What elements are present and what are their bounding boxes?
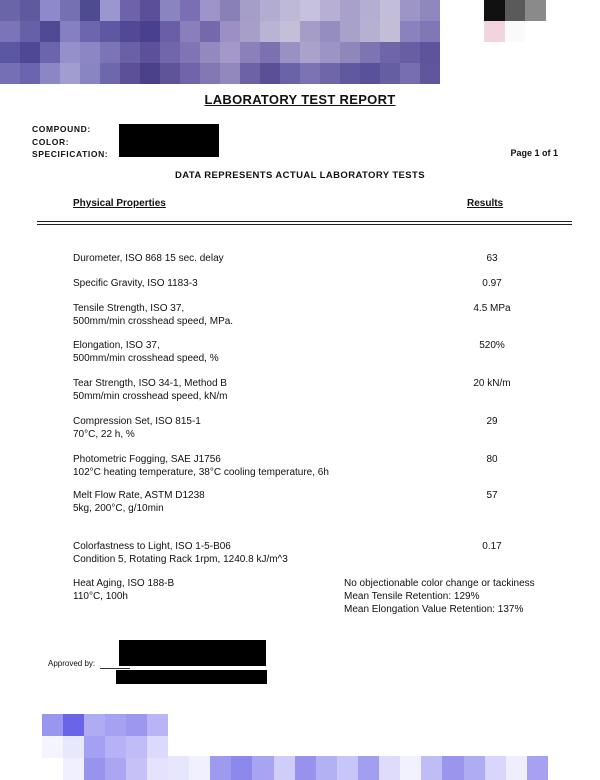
mosaic-tile: [120, 0, 140, 21]
mosaic-tile: [320, 42, 340, 63]
pixelated-footer-image-bottom: [168, 756, 548, 780]
mosaic-tile: [320, 0, 340, 21]
redaction-block-signature: [119, 640, 266, 666]
mosaic-tile: [60, 21, 80, 42]
mosaic-tile: [464, 756, 485, 780]
mosaic-tile: [300, 42, 320, 63]
mosaic-tile: [300, 0, 320, 21]
mosaic-tile: [40, 63, 60, 84]
mosaic-tile: [105, 714, 126, 736]
mosaic-tile: [231, 756, 252, 780]
mosaic-tile: [505, 0, 526, 21]
mosaic-tile: [485, 756, 506, 780]
mosaic-tile: [105, 758, 126, 780]
mosaic-tile: [80, 21, 100, 42]
result-line: Mean Elongation Value Retention: 137%: [344, 604, 524, 615]
mosaic-tile: [280, 42, 300, 63]
mosaic-tile: [400, 0, 420, 21]
result-specific-gravity: 0.97: [482, 278, 502, 289]
mosaic-tile: [140, 21, 160, 42]
mosaic-tile: [84, 736, 105, 758]
mosaic-tile: [240, 42, 260, 63]
property-name: Melt Flow Rate, ASTM D1238: [73, 490, 205, 501]
mosaic-tile: [252, 756, 273, 780]
property-condition: 500mm/min crosshead speed, MPa.: [73, 316, 234, 327]
mosaic-tile: [340, 42, 360, 63]
mosaic-tile: [20, 21, 40, 42]
property-condition: 5kg, 200°C, g/10min: [73, 503, 164, 514]
mosaic-tile: [120, 21, 140, 42]
column-header-properties: Physical Properties: [73, 198, 166, 209]
mosaic-tile: [320, 21, 340, 42]
mosaic-tile: [180, 0, 200, 21]
mosaic-tile: [63, 714, 84, 736]
result-heat-aging: [344, 577, 584, 616]
mosaic-tile: [340, 0, 360, 21]
mosaic-tile: [20, 42, 40, 63]
mosaic-tile: [147, 758, 168, 780]
pixelated-footer-image-left: [42, 714, 168, 780]
property-row-specific-gravity: [73, 277, 373, 290]
mosaic-tile: [400, 63, 420, 84]
mosaic-tile: [295, 756, 316, 780]
mosaic-tile: [316, 756, 337, 780]
mosaic-tile: [100, 42, 120, 63]
mosaic-tile: [337, 756, 358, 780]
mosaic-tile: [380, 42, 400, 63]
mosaic-tile: [60, 0, 80, 21]
mosaic-tile: [180, 63, 200, 84]
result-line: No objectionable color change or tackiness: [344, 578, 535, 589]
mosaic-tile: [525, 21, 546, 42]
result-tensile-strength: 4.5 MPa: [473, 303, 511, 314]
mosaic-tile: [120, 63, 140, 84]
mosaic-tile: [126, 758, 147, 780]
mosaic-tile: [140, 63, 160, 84]
mosaic-tile: [140, 42, 160, 63]
mosaic-tile: [484, 21, 505, 42]
mosaic-tile: [100, 0, 120, 21]
property-row-melt-flow-rate: [73, 489, 373, 515]
mosaic-tile: [147, 714, 168, 736]
mosaic-tile: [380, 21, 400, 42]
mosaic-tile: [40, 0, 60, 21]
mosaic-tile: [40, 21, 60, 42]
mosaic-tile: [0, 21, 20, 42]
mosaic-tile: [420, 63, 440, 84]
mosaic-tile: [300, 21, 320, 42]
property-row-elongation: [73, 339, 373, 365]
mosaic-tile: [60, 42, 80, 63]
mosaic-tile: [160, 21, 180, 42]
property-name: Heat Aging, ISO 188-B: [73, 578, 175, 589]
mosaic-tile: [274, 756, 295, 780]
mosaic-tile: [280, 63, 300, 84]
property-condition: 500mm/min crosshead speed, %: [73, 353, 219, 364]
mosaic-tile: [160, 0, 180, 21]
mosaic-tile: [505, 21, 526, 42]
mosaic-tile: [525, 0, 546, 21]
mosaic-tile: [442, 756, 463, 780]
mosaic-tile: [360, 21, 380, 42]
result-photometric-fogging: 80: [486, 454, 498, 465]
mosaic-tile: [420, 21, 440, 42]
compound-label: COMPOUND:: [32, 124, 91, 134]
mosaic-tile: [360, 0, 380, 21]
mosaic-tile: [240, 63, 260, 84]
property-condition: 70°C, 22 h, %: [73, 429, 135, 440]
mosaic-tile: [260, 42, 280, 63]
mosaic-tile: [260, 0, 280, 21]
mosaic-tile: [379, 756, 400, 780]
result-elongation: 520%: [479, 340, 505, 351]
result-compression-set: 29: [486, 416, 498, 427]
mosaic-tile: [260, 63, 280, 84]
mosaic-tile: [280, 0, 300, 21]
mosaic-tile: [80, 42, 100, 63]
mosaic-tile: [60, 63, 80, 84]
property-name: Durometer, ISO 868 15 sec. delay: [73, 253, 224, 264]
property-name: Compression Set, ISO 815-1: [73, 416, 201, 427]
mosaic-tile: [210, 756, 231, 780]
mosaic-tile: [63, 758, 84, 780]
signature-line: [100, 668, 130, 669]
property-condition: 50mm/min crosshead speed, kN/m: [73, 391, 228, 402]
mosaic-tile: [126, 736, 147, 758]
mosaic-tile: [42, 736, 63, 758]
redaction-block-name: [116, 670, 267, 684]
column-header-results: Results: [467, 198, 504, 209]
property-name: Tear Strength, ISO 34-1, Method B: [73, 378, 227, 389]
mosaic-tile: [84, 758, 105, 780]
mosaic-tile: [420, 42, 440, 63]
mosaic-tile: [80, 63, 100, 84]
mosaic-tile: [360, 42, 380, 63]
mosaic-tile: [42, 714, 63, 736]
redaction-block-header: [119, 124, 219, 157]
property-name: Elongation, ISO 37,: [73, 340, 160, 351]
mosaic-tile: [140, 0, 160, 21]
page-number: Page 1 of 1: [510, 148, 558, 158]
result-line: Mean Tensile Retention: 129%: [344, 591, 480, 602]
mosaic-tile: [340, 21, 360, 42]
mosaic-tile: [300, 63, 320, 84]
mosaic-tile: [189, 756, 210, 780]
mosaic-tile: [200, 0, 220, 21]
mosaic-tile: [0, 0, 20, 21]
property-row-heat-aging: [73, 577, 373, 603]
mosaic-tile: [360, 63, 380, 84]
mosaic-tile: [63, 736, 84, 758]
property-row-tear-strength: [73, 377, 373, 403]
mosaic-tile: [80, 0, 100, 21]
mosaic-tile: [105, 736, 126, 758]
mosaic-tile: [400, 42, 420, 63]
mosaic-tile: [84, 714, 105, 736]
mosaic-tile: [126, 714, 147, 736]
mosaic-tile: [280, 21, 300, 42]
mosaic-tile: [380, 0, 400, 21]
mosaic-tile: [400, 21, 420, 42]
mosaic-tile: [100, 21, 120, 42]
divider-bottom: [37, 224, 572, 225]
mosaic-tile: [400, 756, 421, 780]
property-condition: 102°C heating temperature, 38°C cooling temperature, 6h: [73, 467, 329, 478]
result-melt-flow-rate: 57: [486, 490, 498, 501]
property-row-compression-set: [73, 415, 373, 441]
mosaic-tile: [420, 0, 440, 21]
pixelated-header-image: [0, 0, 440, 84]
mosaic-tile: [320, 63, 340, 84]
disclaimer-text: DATA REPRESENTS ACTUAL LABORATORY TESTS: [175, 170, 425, 181]
mosaic-tile: [180, 21, 200, 42]
mosaic-tile: [0, 42, 20, 63]
mosaic-tile: [380, 63, 400, 84]
mosaic-tile: [160, 42, 180, 63]
mosaic-tile: [200, 42, 220, 63]
report-title: LABORATORY TEST REPORT: [204, 92, 396, 107]
mosaic-tile: [421, 756, 442, 780]
property-condition: 110°C, 100h: [73, 591, 128, 602]
property-name: Colorfastness to Light, ISO 1-5-B06: [73, 541, 231, 552]
property-name: Specific Gravity, ISO 1183-3: [73, 278, 198, 289]
mosaic-tile: [20, 63, 40, 84]
mosaic-tile: [220, 21, 240, 42]
mosaic-tile: [220, 63, 240, 84]
property-name: Photometric Fogging, SAE J1756: [73, 454, 221, 465]
result-colorfastness: 0.17: [482, 541, 502, 552]
mosaic-tile: [220, 42, 240, 63]
mosaic-tile: [168, 756, 189, 780]
mosaic-tile: [20, 0, 40, 21]
pixelated-corner-image: [484, 0, 546, 42]
mosaic-tile: [484, 0, 505, 21]
result-tear-strength: 20 kN/m: [473, 378, 511, 389]
result-durometer: 63: [486, 253, 498, 264]
mosaic-tile: [147, 736, 168, 758]
mosaic-tile: [100, 63, 120, 84]
mosaic-tile: [527, 756, 548, 780]
property-condition: Condition 5, Rotating Rack 1rpm, 1240.8 kJ/m^3: [73, 554, 288, 565]
color-label: COLOR:: [32, 137, 70, 147]
mosaic-tile: [358, 756, 379, 780]
mosaic-tile: [40, 42, 60, 63]
mosaic-tile: [340, 63, 360, 84]
specification-label: SPECIFICATION:: [32, 149, 109, 159]
mosaic-tile: [200, 21, 220, 42]
mosaic-tile: [160, 63, 180, 84]
mosaic-tile: [120, 42, 140, 63]
property-row-photometric-fogging: [73, 453, 373, 479]
mosaic-tile: [240, 21, 260, 42]
mosaic-tile: [180, 42, 200, 63]
mosaic-tile: [240, 0, 260, 21]
property-name: Tensile Strength, ISO 37,: [73, 303, 185, 314]
mosaic-tile: [260, 21, 280, 42]
approved-by-label: Approved by:: [48, 659, 96, 668]
divider-top: [37, 221, 572, 222]
property-row-colorfastness: [73, 540, 373, 566]
property-row-tensile-strength: [73, 302, 373, 328]
mosaic-tile: [506, 756, 527, 780]
mosaic-tile: [200, 63, 220, 84]
property-row-durometer: [73, 252, 373, 265]
mosaic-tile: [42, 758, 63, 780]
mosaic-tile: [220, 0, 240, 21]
mosaic-tile: [0, 63, 20, 84]
